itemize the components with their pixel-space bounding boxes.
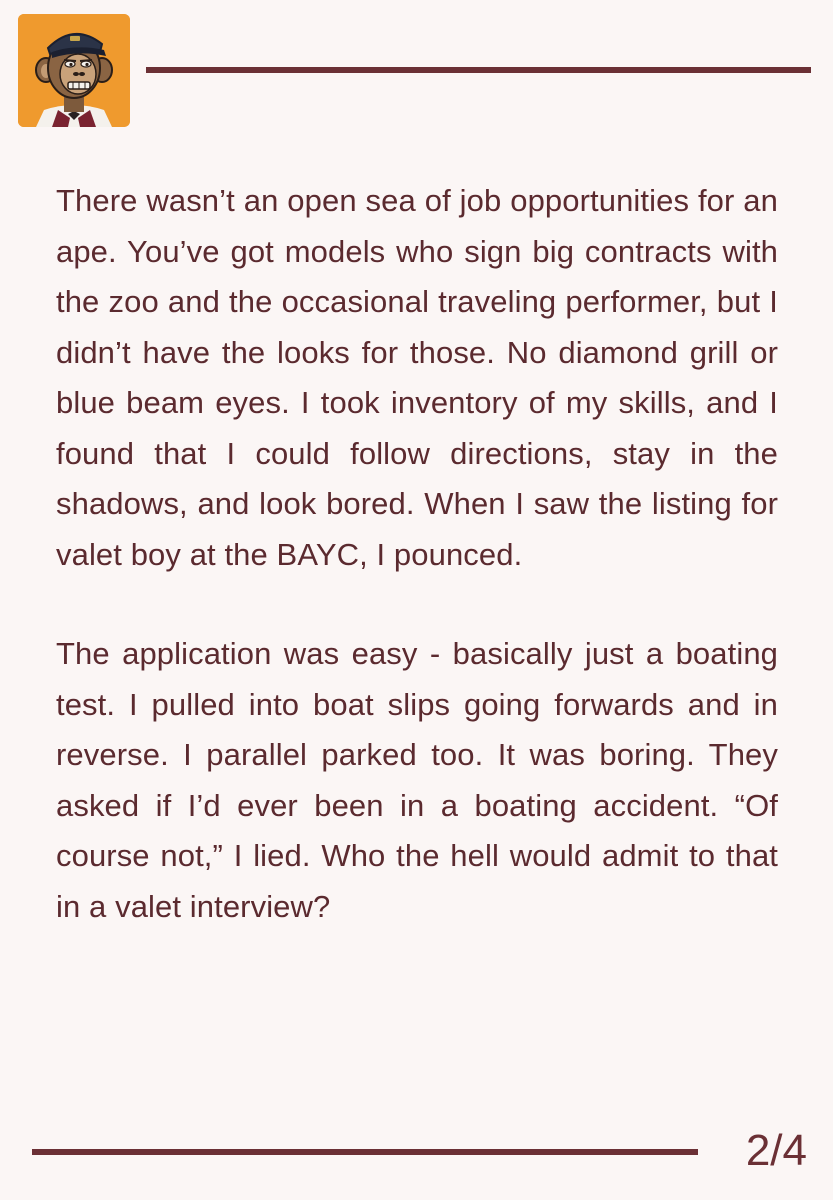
story-paragraph: The application was easy - basically just a boating test. I pulled into boat slips going forwards and in reverse. I parallel parked too. It was boring. They asked if I’d ever been in a boating accident. “Of course not,” I lied. Who the hell would admit to that in a valet interview?	[56, 636, 778, 924]
bored-ape-valet-avatar	[18, 14, 130, 127]
story-paragraph: There wasn’t an open sea of job opportunities for an ape. You’ve got models who sign big contracts with the zoo and the occasional traveling performer, but I didn’t have the looks for those. No diamond grill or blue beam eyes. I took inventory of my skills, and I found that I could follow directions, stay in the shadows, and look bored. When I saw the listing for valet boy at the BAYC, I pounced.	[56, 183, 778, 572]
bottom-divider	[32, 1149, 698, 1155]
story-body	[56, 176, 778, 981]
top-divider	[146, 67, 811, 73]
ape-icon	[18, 14, 130, 127]
page-indicator: 2/4	[745, 1126, 807, 1175]
